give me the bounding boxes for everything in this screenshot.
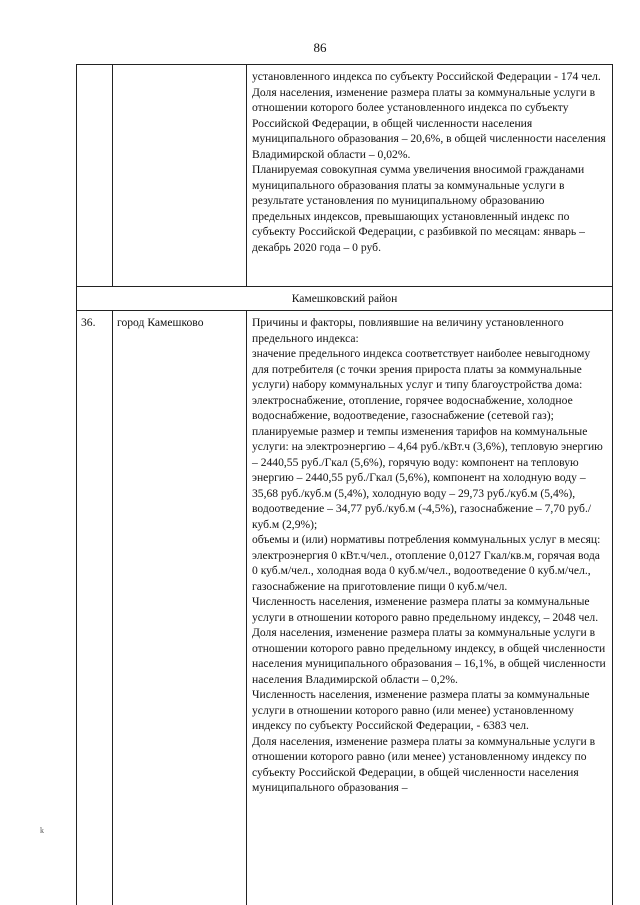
section-title: Камешковский район: [291, 292, 398, 305]
entry-number: 36.: [81, 316, 96, 329]
table-row-continuation: [77, 64, 612, 287]
column-divider: [112, 311, 113, 905]
paragraph: Доля населения, изменение размера платы за коммунальные услуги в отношении которого равно (или менее) установленному индексу по субъекту Российской Федерации, в общей численности населения муниципального образования –: [252, 734, 596, 794]
municipality-name: город Камешково: [117, 316, 204, 329]
paragraph: Причины и факторы, повлиявшие на величину установленного предельного индекса:: [252, 316, 564, 345]
margin-mark: k: [40, 826, 44, 835]
paragraph: Планируемая совокупная сумма увеличения вносимой гражданами муниципального образования платы за коммунальные услуги в результате установления по муниципальному образованию предельных индексов, превышающих установленный индекс по субъекту Российской Федерации, с разбивкой по месяцам: январь – декабрь 2020 года – 0 руб.: [252, 163, 585, 254]
table-row-section-header: [77, 287, 612, 311]
document-table: [76, 64, 613, 905]
paragraph: объемы и (или) нормативы потребления коммунальных услуг в месяц: электроэнергия 0 кВт.ч/чел., отопление 0,0127 Гкал/кв.м, горячая вода 0 куб.м/чел., холодная вода 0 куб.м/чел., водоотведение 0 куб.м/чел., газоснабжение на приготовление пищи 0 куб.м/чел.: [252, 533, 601, 593]
paragraph: установленного индекса по субъекту Российской Федерации - 174 чел.: [252, 70, 601, 83]
paragraph: планируемые размер и темпы изменения тарифов на коммунальные услуги: на электроэнергию – 4,64 руб./кВт.ч (3,6%), тепловую энергию – 2440,55 руб./Гкал (5,6%), горячую воду: компонент на тепловую энергию – 2440,55 руб./Гкал (5,6%), компонент на холодную воду – 35,68 руб./куб.м (5,4%), холодную воду – 29,73 руб./куб.м (5,4%), водоотведение – 34,77 руб./куб.м (-4,5%), газоснабжение – 7,70 руб./куб.м (2,9%);: [252, 424, 603, 531]
continuation-text-cell: [252, 69, 606, 255]
column-divider: [246, 65, 247, 286]
paragraph: Численность населения, изменение размера платы за коммунальные услуги в отношении которого равно предельному индексу, – 2048 чел.: [252, 595, 599, 624]
entry-text-cell: [252, 315, 606, 796]
column-divider: [246, 311, 247, 905]
paragraph: Доля населения, изменение размера платы за коммунальные услуги в отношении которого более установленного индекса по субъекту Российской Федерации, в общей численности населения муниципального образования – 20,6%, в общей численности населения Владимирской области – 0,02%.: [252, 85, 606, 161]
paragraph: значение предельного индекса соответствует наиболее невыгодному для потребителя (с точки зрения прироста платы за коммунальные услуги) набору коммунальных услуг и типу благоустройства дома: электроснабжение, отопление, горячее водоснабжение, холодное водоснабжение, водоотведение, газоснабжение (сетевой газ);: [252, 347, 591, 422]
paragraph: Численность населения, изменение размера платы за коммунальные услуги в отношении которого равно (или менее) установленному индексу по субъекту Российской Федерации, - 6383 чел.: [252, 688, 590, 732]
table-row-entry: [77, 311, 612, 905]
paragraph: Доля населения, изменение размера платы за коммунальные услуги в отношении которого равно предельному индексу, в общей численности населения муниципального образования – 16,1%, в общей численности населения Владимирской области – 0,2%.: [252, 626, 606, 686]
page-number: 86: [313, 40, 327, 55]
column-divider: [112, 65, 113, 286]
